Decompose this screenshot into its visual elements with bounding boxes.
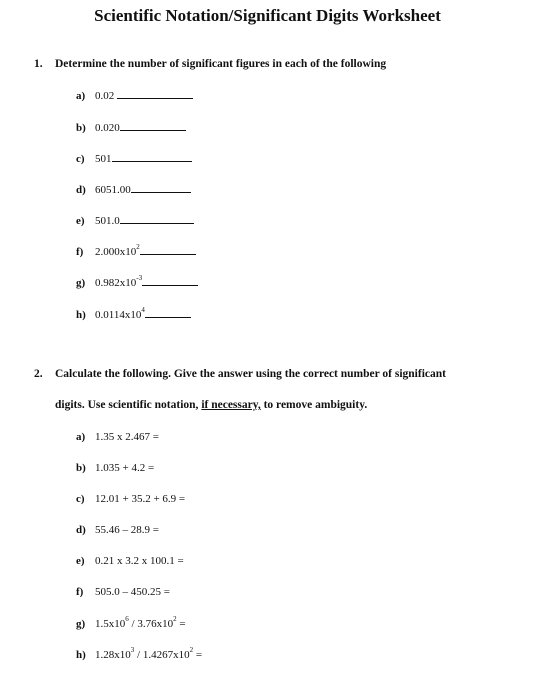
q1-item-d (76, 182, 191, 197)
underlined-phrase: if necessary, (201, 399, 261, 411)
worksheet-title: Scientific Notation/Significant Digits Worksheet (94, 6, 441, 25)
q2-item-e (76, 554, 184, 568)
item-value: 0.02 (95, 90, 115, 102)
question-2-number: 2. (34, 368, 43, 380)
item-label: a) (76, 90, 86, 102)
answer-blank[interactable] (145, 307, 191, 318)
question-2-text-line2: digits. Use scientific notation, if necessary, to remove ambiguity. (55, 399, 368, 411)
item-label: b) (76, 462, 86, 474)
item-expression: 0.21 x 3.2 x 100.1 = (95, 555, 184, 567)
item-expression: 1.035 + 4.2 = (95, 462, 155, 474)
item-label: b) (76, 122, 86, 134)
item-value: 501.0 (95, 215, 120, 227)
item-expression: 12.01 + 35.2 + 6.9 = (95, 493, 186, 505)
item-label: c) (76, 153, 85, 165)
q2-item-d (76, 523, 159, 537)
q2-item-g (76, 617, 186, 631)
q2-item-b (76, 461, 154, 475)
item-expression: $1.5x10^6 / 3.76x10^2$ = (95, 615, 186, 630)
q1-item-f (76, 244, 196, 259)
item-label: d) (76, 184, 86, 196)
item-value: 501 (95, 153, 112, 165)
answer-blank[interactable] (112, 151, 192, 162)
question-2-text-line1: Calculate the following. Give the answer using the correct number of significant (55, 368, 446, 380)
item-label: f) (76, 246, 84, 258)
q1-item-e (76, 213, 194, 228)
item-label: g) (76, 618, 86, 630)
item-expression: 1.35 x 2.467 = (95, 431, 159, 443)
item-label: h) (76, 309, 86, 321)
q2-item-f (76, 585, 170, 599)
item-label: h) (76, 649, 86, 661)
item-value: $0.0114x10^4$ (95, 306, 145, 321)
q1-item-g (76, 275, 198, 290)
answer-blank[interactable] (140, 244, 196, 255)
item-value: 0.020 (95, 122, 120, 134)
q1-item-c (76, 151, 192, 166)
item-label: e) (76, 555, 85, 567)
answer-blank[interactable] (120, 213, 194, 224)
question-1-number: 1. (34, 58, 43, 70)
q2-item-a (76, 430, 159, 444)
item-label: c) (76, 493, 85, 505)
item-value: $2.000x10^2$ (95, 243, 140, 258)
item-label: d) (76, 524, 86, 536)
item-expression: 55.46 – 28.9 = (95, 524, 159, 536)
answer-blank[interactable] (117, 88, 193, 99)
item-value: $0.982x10^{-3}$ (95, 274, 143, 289)
item-expression: 505.0 – 450.25 = (95, 586, 170, 598)
q1-item-b (76, 120, 186, 135)
question-1-text: Determine the number of significant figures in each of the following (55, 58, 387, 70)
item-label: e) (76, 215, 85, 227)
answer-blank[interactable] (120, 120, 186, 131)
item-label: g) (76, 277, 86, 289)
q2-item-h (76, 648, 202, 662)
q1-item-h (76, 307, 191, 322)
q1-item-a (76, 88, 193, 103)
q2-item-c (76, 492, 185, 506)
item-label: f) (76, 586, 84, 598)
answer-blank[interactable] (131, 182, 191, 193)
item-label: a) (76, 431, 86, 443)
item-expression: $1.28x10^3 / 1.4267x10^2$ = (95, 646, 203, 661)
item-value: 6051.00 (95, 184, 131, 196)
answer-blank[interactable] (142, 275, 198, 286)
